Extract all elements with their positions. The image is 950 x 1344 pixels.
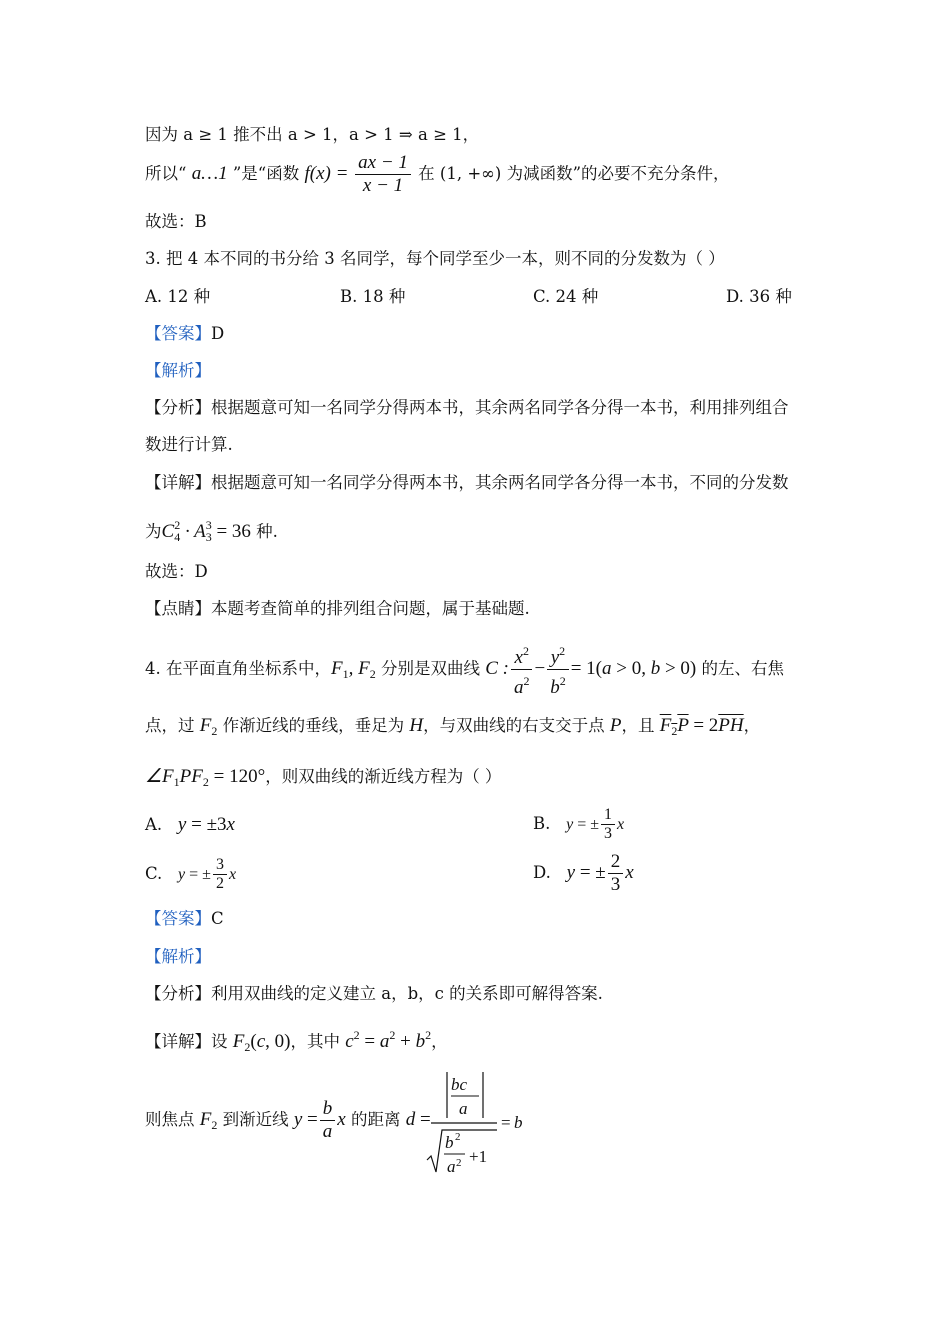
q4-fenxi-text: 利用双曲线的定义建立 a，b，c 的关系即可解得答案. [211, 984, 603, 1003]
q4-fenxi-tag: 【分析】 [145, 984, 211, 1003]
asymptote: y = [293, 1109, 318, 1130]
line-2-function: f(x) = [304, 163, 354, 184]
q4-option-d-label: D. [533, 863, 551, 882]
q3-xiangjie-1 [145, 472, 789, 494]
analysis-tag: 【解析】 [145, 361, 211, 380]
one-third: $\frac{1}{3}$ [601, 806, 615, 843]
svg-text:2: 2 [456, 1157, 462, 1169]
h-label: H [409, 715, 424, 736]
q3-option-a-text: A. 12 种 [145, 287, 211, 306]
q4-option-b: B. y = ± $\frac{1}{3}$ x [533, 806, 625, 842]
c-squared-relation: $c^2 = a^2 + b^2$ [345, 1028, 432, 1052]
f2-label: $F_2$ [199, 715, 218, 738]
q4-option-a: A. y = ±3x [145, 814, 235, 835]
function-fraction [355, 152, 411, 197]
dianjing-tag: 【点睛】 [145, 599, 211, 618]
q4-stem-line-2: 点，过 $F_2$ 作渐近线的垂线，垂足为 H，与双曲线的右支交于点 P，且 $F_2P = 2\overline{PH}$， [145, 715, 761, 738]
q4-option-b-label: B. [533, 814, 551, 833]
text-line-1 [145, 124, 479, 146]
hyperbola-equation: C : [485, 658, 509, 679]
q3-option-a [145, 286, 210, 308]
fraction-denominator: x − 1 [362, 175, 404, 196]
vector-relation: $F_2P = 2\overline{PH}$ [659, 715, 744, 738]
q4-answer [145, 908, 224, 930]
f2-coordinate: $F_2(c$, 0) [232, 1031, 291, 1054]
q4-xiangjie-2b: 到渐近线 [217, 1110, 294, 1129]
text-line-2 [145, 152, 730, 197]
q3-option-c [533, 286, 598, 308]
q4-stem-2d: ，且 [621, 716, 660, 735]
q4-option-a-label: A. [145, 815, 163, 834]
q4-stem-line-3 [145, 766, 501, 793]
line-2-condition: a…1 [191, 163, 228, 184]
fenxi-tag: 【分析】 [145, 398, 211, 417]
xiangjie-text-1: 根据题意可知一名同学分得两本书，其余两名同学各分得一本书，不同的分发数 [211, 473, 789, 492]
q4-stem-2c: ，与双曲线的右支交于点 [423, 716, 610, 735]
svg-text:b: b [514, 1113, 523, 1132]
distance-formula [425, 1068, 535, 1180]
svg-text:2: 2 [455, 1131, 461, 1143]
q3-answer [145, 323, 224, 345]
q4-stem-1b: 分别是双曲线 [375, 659, 486, 678]
q3-stem [145, 248, 725, 270]
q3-xiangjie-2 [145, 514, 278, 548]
fenxi-text-1: 根据题意可知一名同学分得两本书，其余两名同学各分得一本书，利用排列组合 [211, 398, 789, 417]
q3-option-d [726, 286, 792, 308]
line-2-part-c: ”是“函数 [227, 164, 305, 183]
fraction-numerator: ax − 1 [355, 152, 411, 175]
choose-d: 故选：D [145, 562, 208, 581]
q3-option-b-text: B. 18 种 [340, 287, 406, 306]
q4-xiangjie-1b: ，其中 [290, 1032, 346, 1051]
q4-xiangjie-tag: 【详解】 [145, 1032, 211, 1051]
line-2-part-a: 所以“ [145, 164, 192, 183]
xiangjie-tag: 【详解】 [145, 473, 211, 492]
answer-value: D [211, 324, 225, 343]
f2-label-2: $F_2$ [199, 1109, 218, 1132]
q4-stem-line-1: 4. 在平面直角坐标系中，$F_1$, $F_2$ 分别是双曲线 C : $\frac{x^2}{a^2}$ − $\frac{y^2}{b^2}$ = 1(a > 0, b > 0) 的左、右焦 [145, 640, 784, 699]
x2-over-a2: $\frac{x^2}{a^2}$ [511, 640, 533, 699]
svg-text:b: b [445, 1133, 454, 1152]
q4-stem-2b: 作渐近线的垂线，垂足为 [217, 716, 410, 735]
q4-analysis-tag: 【解析】 [145, 947, 211, 966]
distance-d: d = [405, 1109, 431, 1130]
q4-xiangjie-2: 则焦点 $F_2$ 到渐近线 y = $\frac{b}{a}$ x 的距离 d = [145, 1098, 431, 1142]
xiangjie-2-prefix: 为 [145, 522, 162, 541]
svg-text:+1: +1 [469, 1147, 488, 1166]
xiangjie-2-suffix: 种. [250, 522, 278, 541]
answer-tag: 【答案】 [145, 324, 211, 343]
q4-stem-3a: ，则双曲线的渐近线方程为（ ） [265, 767, 502, 786]
q3-analysis-heading [145, 360, 211, 382]
dianjing-text: 本题考查简单的排列组合问题，属于基础题. [211, 599, 530, 618]
q4-xiangjie-1a: 设 [211, 1032, 233, 1051]
q3-option-d-text: D. 36 种 [726, 287, 792, 306]
q4-answer-value: C [211, 909, 224, 928]
q4-answer-tag: 【答案】 [145, 909, 211, 928]
three-halves: $\frac{3}{2}$ [213, 856, 227, 893]
q4-option-c: C. y = ± $\frac{3}{2}$ x [145, 856, 237, 892]
q4-analysis-heading [145, 946, 211, 968]
q4-xiangjie-2a: 则焦点 [145, 1110, 200, 1129]
p-label: P [609, 715, 622, 736]
choose-b: 故选：B [145, 212, 207, 231]
q3-option-c-text: C. 24 种 [533, 287, 599, 306]
q3-fenxi-2 [145, 434, 233, 456]
q4-stem-1c: 的左、右焦 [696, 659, 784, 678]
q4-xiangjie-1c: ， [431, 1032, 448, 1051]
svg-text:=: = [501, 1113, 511, 1132]
svg-text:bc: bc [451, 1075, 468, 1094]
q3-stem-text: 3. 把 4 本不同的书分给 3 名同学，每个同学至少一本，则不同的分发数为（ ） [145, 249, 725, 268]
fenxi-text-2: 数进行计算. [145, 435, 233, 454]
two-thirds: $\frac{2}{3}$ [608, 851, 624, 896]
q4-xiangjie-1 [145, 1024, 448, 1058]
q4-stem-1a: 4. 在平面直角坐标系中， [145, 659, 331, 678]
svg-text:a: a [447, 1157, 456, 1176]
line-1-text: 因为 a ≥ 1 推不出 a > 1，a > 1 ⇒ a ≥ 1， [145, 125, 480, 144]
angle-relation: $\angle F_1PF_2 = 120^\circ$ [145, 766, 266, 789]
b-over-a: $\frac{b}{a}$ [320, 1098, 336, 1143]
foci-labels: $F_1$, $F_2$ [331, 658, 376, 681]
q3-option-b [340, 286, 405, 308]
svg-text:a: a [459, 1099, 468, 1118]
combination-formula: $C_4^2 \cdot A_3^3 = 36$ [161, 518, 251, 544]
q4-stem-2a: 点，过 [145, 716, 200, 735]
q3-dianjing [145, 598, 530, 620]
q4-option-c-label: C. [145, 864, 163, 883]
line-2-part-e: 在 (1, +∞) 为减函数”的必要不充分条件， [412, 164, 730, 183]
q4-option-d: D. y = ± $\frac{2}{3}$ x [533, 851, 634, 895]
text-line-3 [145, 211, 207, 233]
q3-choose [145, 561, 208, 583]
y2-over-b2: $\frac{y^2}{b^2}$ [547, 640, 569, 699]
q3-fenxi-1 [145, 397, 789, 419]
q4-xiangjie-2c: 的距离 [345, 1110, 406, 1129]
q4-fenxi [145, 983, 603, 1005]
